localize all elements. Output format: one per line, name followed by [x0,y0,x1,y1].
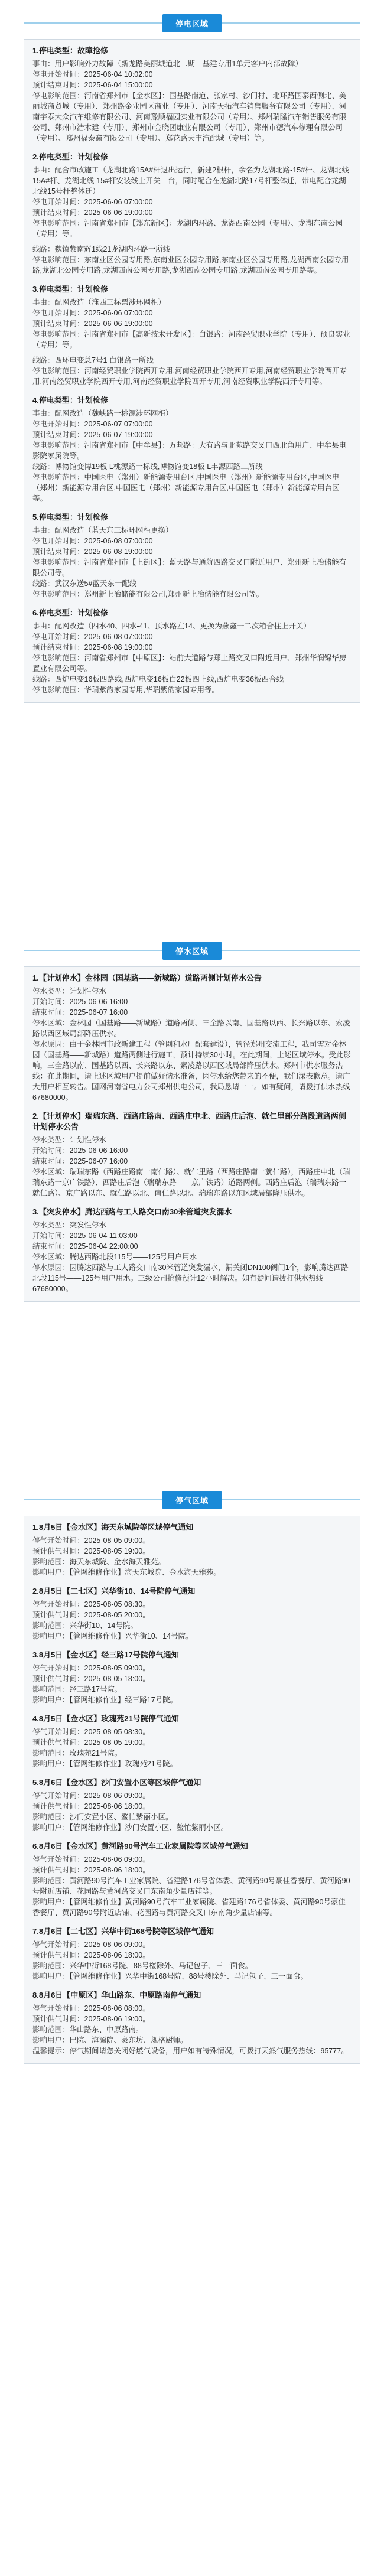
notice-field [32,472,352,504]
notice-field [32,1748,352,1758]
field-value: 博物馆变博19板 L桃源路一标线,博物馆变18板 L丰源西路二所线 [54,463,263,471]
field-value: 2025-08-06 09:00。 [84,1940,150,1949]
water-outage-section [24,939,360,1302]
notice-field [32,90,352,144]
notice-field [32,653,352,674]
notice-field [32,1018,352,1039]
field-value: 【管网维修作业】经三路17号院。 [69,1696,178,1704]
field-label: 停气开始时间： [32,1855,84,1864]
field-label: 影响用户： [32,1632,70,1640]
notice-entry [32,152,352,276]
notice-entry [32,45,352,144]
field-value: 2025-06-04 10:02:00 [84,70,153,79]
field-label: 停气开始时间： [32,1728,84,1736]
field-value: 2025-08-05 08:30。 [84,1728,150,1736]
field-label: 停电影响范围： [32,330,84,338]
notice-entry [32,284,352,387]
field-label: 影响用户： [32,1898,70,1906]
field-value: 2025-06-06 07:00:00 [84,309,153,317]
field-label: 停气开始时间： [32,1664,84,1672]
notice-field [32,589,352,600]
notice-title: 3.【突发停水】腾达西路与工人路交口南30米管道突发漏水 [32,1207,232,1216]
field-value: 华山路东、中原路南。 [69,2025,144,2034]
gas-outage-section [24,1489,360,2064]
notice-field [32,197,352,207]
notice-field [32,1897,352,1918]
field-value: 2025-06-04 22:00:00 [69,1242,138,1250]
notice-field [32,642,352,653]
notice-title: 8.8月6日【中原区】华山路东、中原路南停气通知 [32,1991,201,1999]
field-label: 停电开始时间： [32,198,84,206]
field-value: 玫瑰苑21号院。 [69,1749,122,1757]
field-value: 【管网维修作业】玫瑰苑21号院。 [69,1760,178,1768]
field-label: 停电影响范围： [32,473,84,481]
field-value: 巴院、海源院、豪东坊、规格厨师。 [69,2036,188,2044]
field-label: 预计供气时间： [32,2015,84,2023]
notice-field [32,1663,352,1673]
field-label: 停水类型： [32,1221,70,1229]
field-label: 结束时间： [32,1242,70,1250]
field-label: 线路： [32,675,55,683]
field-value: 河南省郑州市【金水区】：国基路南道、张家村、沙门村、北环路国泰西侧北、美丽城商贸城（专用）、郑州路金业园区商业（专用）、河南天拓汽车销售服务有限公司（专用）、河南宇泰大众汽车维修有限公司、河南豫顺福园实业有限公司（专用）、郑州瑞隆汽车销售服务有限公司、郑州市浩木建（专用）、郑州市金晓团康业有限公司（专用）、郑州市德汽车修理有限公司（专用）、郑州福泰鑫有限公司（专用）、郑花路天丰汽配城（专用）等。 [32,92,347,142]
field-value: 西炉电变16板四路线,西炉电变16板白22板四上线,西炉电变36板西合线 [54,675,284,683]
field-value: 【管网维修作业】兴华街10、14号院。 [69,1632,193,1640]
field-value: 河南省郑州市【高新技术开发区】：白银路：河南经贸职业学院（专用）、硕良实业（专用）等。 [32,330,350,349]
field-label: 停水区域： [32,1253,70,1261]
field-label: 预计供气时间： [32,1547,84,1555]
section-header [24,1489,360,1511]
field-value: 配网改造（魏峡路一桃源涉环网柜） [54,409,173,418]
notice-title: 2.8月5日【二七区】兴华街10、14号院停气通知 [32,1587,196,1595]
field-label: 影响用户： [32,1972,70,1981]
notice-box [24,39,360,703]
notice-field [32,165,352,197]
field-label: 事由： [32,622,55,630]
field-value: 2025-08-05 18:00。 [84,1675,150,1683]
field-value: 【管网维修作业】海天东城院、金水海天雅苑。 [69,1568,221,1577]
field-label: 停水区域： [32,1019,70,1027]
field-value: 河南省郑州市【中原区】：站前大道路与郑上路交叉口附近用户、郑州华润锦华房置业有限公司等。 [32,654,347,673]
field-label: 预计供气时间： [32,1802,84,1810]
notice-field [32,1039,352,1103]
notice-field [32,1007,352,1018]
notice-field [32,440,352,461]
notice-box [24,966,360,1302]
notice-field [32,461,352,472]
notice-entry [32,608,352,695]
field-value: 兴华中街168号院、88号楼除外、马记包子、三一面食。 [69,1962,253,1970]
field-value: 武汉东送5#蓝天东一配线 [54,579,137,588]
notice-field [32,996,352,1007]
field-value: 东南业区公园专用路,东南业区公园专用路,东南业区公园专用路,龙湖西南公园专用路,龙湖北公园专用路,龙湖西南公园专用路,龙湖西南公园专用路,龙湖西南公园专用路等。 [32,256,349,275]
field-label: 影响用户： [32,2036,70,2044]
field-label: 停气开始时间： [32,1600,84,1608]
field-value: 配网改造（蓝天东三标环网柜更换） [54,526,173,535]
top-strip [0,0,384,6]
field-label: 温馨提示： [32,2047,70,2055]
field-value: 2025-06-07 07:00:00 [84,420,153,428]
field-label: 预计供气时间： [32,1738,84,1747]
field-label: 结束时间： [32,1157,70,1165]
notice-field [32,1961,352,1971]
field-value: 【管网维修作业】黄河路90号汽车工业家属院、省建路176号省体委、黄河路90号豪佳香餐厅、黄河路90号附近店铺、花园路与黄河路交叉口东南角少量店铺等。 [32,1898,346,1917]
field-label: 影响用户： [32,1696,70,1704]
section-header [24,12,360,34]
notice-field [32,1673,352,1684]
notice-field [32,207,352,218]
field-label: 停电影响范围： [32,256,84,264]
spacer [32,350,352,355]
field-label: 影响范围： [32,1962,70,1970]
field-value: 海天东城院、金水海天雅苑。 [69,1558,166,1566]
field-value: 郑州新上冶储能有限公司,郑州新上冶储能有限公司等。 [84,590,263,598]
field-label: 停水类型： [32,987,70,995]
field-value: 由于金林园市政新建工程（管网和水厂配套建设），管径郑州交流工程，我司需对金林园（国基路——新城路）道路两侧进行施工，预计持续30小时。在此期间，上述区域停水。受此影响，三全路以南、国基路以西、长兴路以东、索凌路以西区域局部降压供水。郑州市供水服务热线：在此期间，请上述区域用户提前做好储水准备，因停水给您带来的不便，我们深表歉意。请广大用户相互转告。国网河南省电力公司郑州供电公司，我局恳请一一。如有疑问，请拨打供水热线67680000。 [32,1040,351,1102]
field-label: 事由： [32,60,55,68]
notice-field [32,1620,352,1631]
notice-field [32,674,352,685]
field-value: 2025-08-05 08:30。 [84,1600,150,1608]
field-label: 开始时间： [32,998,70,1006]
field-label: 预计供气时间： [32,1951,84,1959]
field-value: 2025-06-06 16:00 [69,1147,128,1155]
field-label: 预计结束时间： [32,643,84,652]
field-value: 2025-06-06 19:00:00 [84,209,153,217]
notice-field [32,318,352,329]
notice-field [32,255,352,276]
notice-field [32,1875,352,1897]
notice-field [32,1801,352,1812]
field-value: 用户影响外力故障（新龙路美丽城道北二期一基建专用1单元客户内部故障） [54,60,302,68]
field-value: 2025-06-04 11:03:00 [69,1232,138,1240]
field-value: 2025-06-07 19:00:00 [84,431,153,439]
field-value: 西环电变总7号1 白银路一所线 [54,356,154,364]
section-badge: 停电区域 [162,14,222,32]
field-label: 影响范围： [32,1685,70,1694]
notice-field [32,557,352,578]
field-label: 停水区域： [32,1168,70,1176]
notice-field [32,1950,352,1961]
field-value: 2025-06-06 19:00:00 [84,320,153,328]
notice-field [32,1854,352,1865]
notice-field [32,1599,352,1610]
field-value: 配网改造（淮西三标票涉环网柜） [54,298,166,307]
notice-title: 5.8月6日【金水区】沙门安置小区等区域停气通知 [32,1778,201,1787]
field-label: 停电影响范围： [32,367,84,375]
field-label: 线路： [32,579,55,588]
field-label: 停气开始时间： [32,1940,84,1949]
field-label: 结束时间： [32,1008,70,1017]
notice-title: 4.8月5日【金水区】玫瑰苑21号院停气通知 [32,1714,179,1723]
field-value: 河南省郑州市【郑东新区】：龙湖内环路、龙湖西南公园（专用）、龙湖东南公园（专用）等。 [32,219,343,238]
field-label: 事由： [32,298,55,307]
notice-title: 4.停电类型：计划检修 [32,396,108,405]
field-value: 2025-06-06 07:00:00 [84,198,153,206]
field-label: 停电影响范围： [32,654,84,662]
notice-field [32,1567,352,1578]
notice-field [32,80,352,90]
notice-entry [32,1714,352,1769]
field-label: 停电影响范围： [32,92,84,100]
notice-entry [32,1777,352,1833]
notice-field [32,1631,352,1642]
notice-field [32,1546,352,1556]
notice-field [32,525,352,536]
field-value: 配合市政施工（龙湖北路15A#杆退出运行，新建2根杆，余名为龙湖北路-15#杆、龙湖北线15A#杆、龙湖北线-15#杆安装线上开关一台，同时配合在龙湖北路17号杆整体迁，带电配合龙湖北线15号杆整体迁） [32,166,350,196]
notice-field [32,2024,352,2035]
notice-field [32,244,352,255]
field-value: 2025-08-05 19:00。 [84,1738,150,1747]
notice-field [32,1695,352,1705]
field-value: 2025-06-08 07:00:00 [84,537,153,545]
field-label: 事由： [32,409,55,418]
field-label: 影响范围： [32,1621,70,1630]
notice-field [32,1241,352,1252]
field-value: 黄河路90号汽车工业家属院、省建路176号省体委、黄河路90号豪佳香餐厅、黄河路90号附近店铺、花园路与黄河路交叉口东南角少量店铺等。 [32,1877,350,1896]
field-label: 停电开始时间： [32,309,84,317]
notice-field [32,1230,352,1241]
field-label: 停电影响范围： [32,590,84,598]
field-value: 2025-06-04 15:00:00 [84,81,153,89]
field-value: 2025-08-05 09:00。 [84,1536,150,1545]
field-value: 腾达西路北段115号——125号用户用水 [69,1253,197,1261]
field-value: 2025-06-06 16:00 [69,998,128,1006]
field-label: 预计结束时间： [32,320,84,328]
notice-field [32,1220,352,1230]
field-label: 线路： [32,463,55,471]
notice-field [32,408,352,419]
notice-title: 7.8月6日【二七区】兴华中街168号院等区域停气通知 [32,1927,214,1936]
field-label: 停电影响范围： [32,441,84,450]
field-label: 预计供气时间： [32,1611,84,1619]
notice-field [32,355,352,366]
notice-field [32,1790,352,1801]
field-value: 2025-08-05 19:00。 [84,1547,150,1555]
field-value: 计划性停水 [69,987,107,995]
notice-field [32,2035,352,2046]
notice-title: 1.【计划停水】金林园（国基路——新城路）道路两侧计划停水公告 [32,973,262,982]
field-value: 魏镇紫南辉1线21龙湖内环路一所线 [54,245,171,253]
field-label: 开始时间： [32,1147,70,1155]
notice-field [32,1727,352,1737]
notice-field [32,1535,352,1546]
notice-title: 5.停电类型：计划检修 [32,513,108,522]
notice-title: 2.停电类型：计划检修 [32,152,108,161]
notice-field [32,308,352,318]
notice-field [32,58,352,69]
field-value: 2025-08-06 09:00。 [84,1792,150,1800]
notice-field [32,546,352,557]
field-value: 金林园（国基路——新城路）道路两侧、三全路以南、国基路以西、长兴路以东、索凌路以西区域局部降压供水。 [32,1019,350,1038]
field-label: 影响范围： [32,1877,70,1885]
field-value: 计划性停水 [69,1136,107,1144]
notice-entry [32,1841,352,1918]
field-label: 预计结束时间： [32,81,84,89]
field-label: 停电影响范围： [32,686,84,694]
field-value: 瑞瑞东路（西路庄路南一南仁路）、就仁里路（西路庄路南一就仁路），西路庄中北（瑞瑞东路一京广铁路）、西路庄后泡（瑞瑞东路——京广铁路）道路两侧。西路庄后泡（瑞瑞东路一就仁路）、京广路以东、就仁路以北、南仁路以北、瑞瑞东路以东区域局部降压供水。 [32,1168,350,1197]
notice-field [32,297,352,308]
notice-field [32,366,352,387]
field-value: 河南经贸职业学院西开专用,河南经贸职业学院西开专用,河南经贸职业学院西开专用,河南经贸职业学院西开专用,河南经贸职业学院西开专用,河南经贸职业学院西开专用等。 [32,367,347,386]
field-label: 停气开始时间： [32,1536,84,1545]
notice-title: 1.停电类型：故障抢修 [32,46,108,55]
field-value: 兴华街10、14号院。 [69,1621,138,1630]
field-value: 2025-08-06 08:00。 [84,2004,150,2012]
field-value: 中国医电（郑州）新能源专用台区,中国医电（郑州）新能源专用台区,中国医电（郑州）新能源专用台区,中国医电（郑州）新能源专用台区,中国医电（郑州）新能源专用台区等。 [32,473,340,503]
field-value: 2025-08-06 18:00。 [84,1951,150,1959]
notice-field [32,1262,352,1294]
field-label: 预计结束时间： [32,209,84,217]
notice-field [32,1684,352,1695]
field-label: 预计结束时间： [32,431,84,439]
section-badge: 停水区域 [162,942,222,960]
notice-field [32,218,352,239]
notice-field [32,1610,352,1620]
notice-field [32,2014,352,2024]
notice-title: 1.8月5日【金水区】海天东城院等区域停气通知 [32,1523,194,1532]
field-label: 停电开始时间： [32,420,84,428]
notice-title: 2.【计划停水】瑞瑞东路、西路庄路南、西路庄中北、西路庄后泡、就仁里部分路段道路两侧计划停水公告 [32,1112,346,1131]
field-label: 开始时间： [32,1232,70,1240]
notice-field [32,1252,352,1262]
notice-field [32,1939,352,1950]
notice-entry [32,1111,352,1199]
field-label: 影响范围： [32,1558,70,1566]
notice-field [32,1167,352,1199]
field-value: 【管网维修作业】兴华中街168号院、88号楼除外、马记包子、三一面食。 [69,1972,308,1981]
field-label: 停电影响范围： [32,219,84,227]
notice-field [32,621,352,631]
field-value: 2025-06-08 19:00:00 [84,548,153,556]
section-badge: 停气区域 [162,1491,222,1509]
field-value: 2025-08-05 09:00。 [84,1664,150,1672]
field-value: 2025-08-06 18:00。 [84,1802,150,1810]
notice-entry [32,395,352,504]
field-label: 预计供气时间： [32,1675,84,1683]
notice-field [32,1737,352,1748]
field-label: 停电开始时间： [32,70,84,79]
field-value: 沙门安置小区、鳌忙紫丽小区。 [69,1813,173,1821]
notice-field [32,1156,352,1167]
notice-entry [32,1522,352,1578]
field-value: 华瑞紫韵家园专用,华瑞紫韵家园专用等。 [84,686,219,694]
notice-field [32,2046,352,2056]
field-value: 因腾达西路与工人路交口南30米管道突发漏水，漏关闭DN100阀门1个，影响腾达西路北段115号——125号用户用水。三级公司抢修预计12小时解决。如有疑问请拨打供水热线67680000。 [32,1263,349,1293]
notice-title: 3.8月5日【金水区】经三路17号院停气通知 [32,1650,179,1659]
notice-field [32,578,352,589]
notice-field [32,69,352,80]
notice-entry [32,1207,352,1294]
field-label: 停气开始时间： [32,2004,84,2012]
field-label: 线路： [32,356,55,364]
field-value: 配网改造（四水40、四水-41、顶水路左14、更换为燕鑫一二次箱合柱上开关） [54,622,311,630]
field-value: 2025-06-08 07:00:00 [84,633,153,641]
field-label: 线路： [32,245,55,253]
field-value: 2025-06-07 16:00 [69,1157,128,1165]
field-label: 预计结束时间： [32,548,84,556]
notice-field [32,1145,352,1156]
notice-field [32,1758,352,1769]
field-value: 停气期间请您关闭好燃气设备，用户如有特殊情况，可拨打天然气服务热线：95777。 [69,2047,349,2055]
field-label: 停水原因： [32,1263,70,1272]
field-value: 2025-08-06 18:00。 [84,1866,150,1874]
field-label: 影响范围： [32,1813,70,1821]
notice-title: 6.停电类型：计划检修 [32,608,108,617]
field-label: 影响用户： [32,1568,70,1577]
notice-title: 3.停电类型：计划检修 [32,285,108,294]
notice-entry [32,512,352,600]
notice-field [32,1822,352,1833]
field-label: 停电开始时间： [32,537,84,545]
field-label: 停水原因： [32,1040,70,1048]
notice-box [24,1516,360,2064]
notice-field [32,2003,352,2014]
notice-field [32,685,352,695]
notice-field [32,1865,352,1875]
field-value: 河南省郑州市【中牟县】：万邦路：大有路与北苑路交叉口西北角用户、中牟县电影院家属院等。 [32,441,347,460]
field-value: 2025-08-05 20:00。 [84,1611,150,1619]
field-value: 2025-06-07 16:00 [69,1008,128,1017]
notice-field [32,536,352,546]
notice-entry [32,973,352,1103]
field-value: 2025-08-06 09:00。 [84,1855,150,1864]
notice-field [32,1135,352,1145]
field-label: 事由： [32,526,55,535]
notice-field [32,329,352,350]
notice-field [32,631,352,642]
field-value: 经三路17号院。 [69,1685,122,1694]
field-label: 预计供气时间： [32,1866,84,1874]
notice-field [32,1971,352,1982]
notice-title: 6.8月6日【金水区】黄河路90号汽车工业家属院等区域停气通知 [32,1842,248,1851]
notice-entry [32,1990,352,2056]
notice-field [32,429,352,440]
power-outage-section [24,12,360,703]
notice-field [32,1556,352,1567]
field-value: 2025-06-08 19:00:00 [84,643,153,652]
field-value: 2025-08-06 19:00。 [84,2015,150,2023]
field-label: 影响用户： [32,1760,70,1768]
field-label: 影响范围： [32,1749,70,1757]
field-label: 停电影响范围： [32,558,84,566]
field-label: 影响用户： [32,1823,70,1832]
notice-entry [32,1650,352,1705]
field-label: 停水类型： [32,1136,70,1144]
spacer [32,239,352,244]
field-label: 影响范围： [32,2025,70,2034]
notice-field [32,1812,352,1822]
field-value: 突发性停水 [69,1221,107,1229]
field-value: 【管网维修作业】沙门安置小区、鳌忙紫丽小区。 [69,1823,229,1832]
notice-entry [32,1586,352,1642]
notice-field [32,986,352,996]
section-header [24,939,360,962]
notice-entry [32,1926,352,1982]
field-label: 事由： [32,166,55,174]
notice-field [32,419,352,429]
field-label: 停气开始时间： [32,1792,84,1800]
field-label: 停电开始时间： [32,633,84,641]
field-value: 河南省郑州市【上街区】：蓝天路与通航四路交叉口附近用户、郑州新上冶储能有限公司等。 [32,558,347,577]
